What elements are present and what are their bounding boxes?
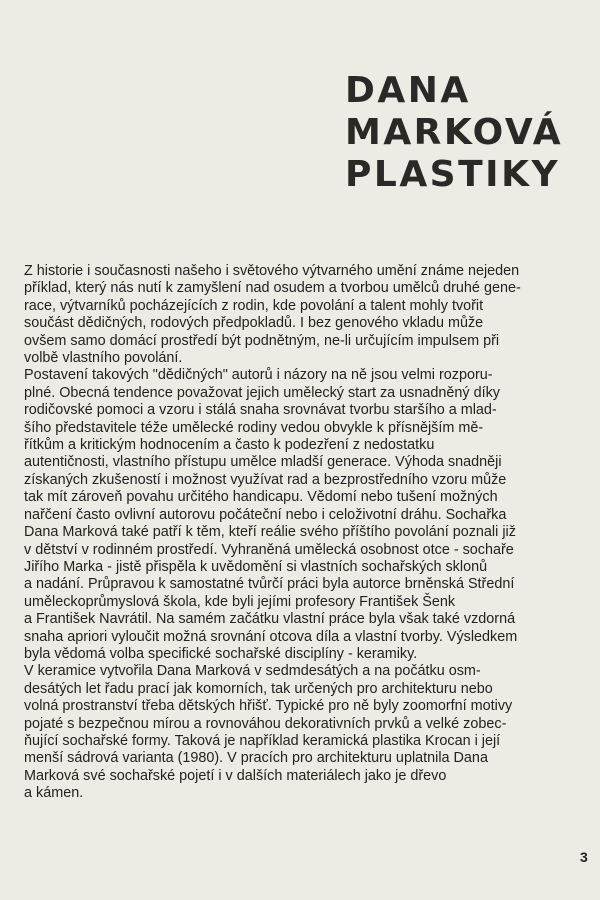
title-line-subject: PLASTIKY bbox=[345, 154, 561, 195]
page-title bbox=[345, 70, 585, 196]
body-text-line: řítkům a kritickým hodnocením a často k podezření z nedostatku bbox=[24, 437, 435, 454]
body-text-line: desátých let řadu prací jak komorních, tak určených pro architekturu nebo bbox=[24, 680, 493, 697]
body-text-line: autentičnosti, vlastního přístupu umělce mladší generace. Výhoda snadněji bbox=[24, 454, 502, 471]
body-text-line: a kámen. bbox=[24, 785, 84, 802]
title-line-author-last-name: MARKOVÁ bbox=[345, 112, 564, 153]
body-text-line: uměleckoprůmyslová škola, kde byli jejími profesory František Šenk bbox=[24, 593, 456, 610]
title-line-author-first-name: DANA bbox=[345, 70, 471, 111]
body-text-line: rodičovské pomoci a vzoru i stálá snaha srovnávat tvorbu staršího a mlad- bbox=[24, 402, 497, 419]
body-text-line: ňující sochařské formy. Taková je například keramická plastika Krocan i její bbox=[24, 732, 501, 749]
body-text-line: menší sádrová varianta (1980). V pracích pro architekturu uplatnila Dana bbox=[24, 750, 488, 767]
body-text-line: Marková své sochařské pojetí i v dalších materiálech jako je dřevo bbox=[24, 767, 447, 784]
body-text-line: plné. Obecná tendence považovat jejich umělecký start za usnadněný díky bbox=[24, 384, 500, 401]
body-text-line: v dětství v rodinném prostředí. Vyhraněná umělecká osobnost otce - sochaře bbox=[24, 541, 514, 558]
body-text-line: race, výtvarníků pocházejících z rodin, kde povolání a talent mohly tvořit bbox=[24, 297, 484, 314]
body-text bbox=[24, 263, 580, 803]
body-text-line: nařčení často ovlivní autorovu počáteční nebo i celoživotní dráhu. Sochařka bbox=[24, 506, 507, 523]
body-text-line: příklad, který nás nutí k zamyšlení nad osudem a tvorbou umělců druhé gene- bbox=[24, 280, 521, 297]
body-text-line: Jiřího Marka - jistě přispěla k uvědomění si vlastních sochařských sklonů bbox=[24, 558, 488, 575]
body-text-line: ovšem samo domácí prostředí být podnětným, ne-li určujícím impulsem při bbox=[24, 332, 500, 349]
body-text-line: Dana Marková také patří k těm, kteří reálie svého příštího povolání poznali již bbox=[24, 524, 516, 541]
body-text-line: tak mít zároveň povahu určitého handicapu. Vědomí nebo tušení možných bbox=[24, 489, 498, 506]
body-text-line: a František Navrátil. Na samém začátku vlastní práce byla však také vzdorná bbox=[24, 611, 516, 628]
body-text-line: Z historie i současnosti našeho i světového výtvarného umění známe nejeden bbox=[24, 263, 520, 279]
body-text-line: Postavení takových "dědičných" autorů i názory na ně jsou velmi rozporu- bbox=[24, 367, 493, 384]
body-text-line: získaných zkušeností i možnost využívat rad a bezprostředního vzoru může bbox=[24, 471, 507, 488]
body-text-line: a nadání. Průpravou k samostatné tvůrčí práci byla autorce brněnská Střední bbox=[24, 576, 515, 593]
body-text-line: V keramice vytvořila Dana Marková v sedmdesátých a na počátku osm- bbox=[24, 663, 481, 680]
body-text-line: součást dědičných, rodových předpokladů. I bez genového vkladu může bbox=[24, 315, 484, 332]
page-number: 3 bbox=[580, 849, 588, 865]
body-text-line: byla vědomá volba specifické sochařské disciplíny - keramiky. bbox=[24, 645, 418, 662]
body-text-line: volná prostranství třeba dětských hřišť. Typické pro ně byly zoomorfní motivy bbox=[24, 698, 513, 715]
body-text-line: volbě vlastního povolání. bbox=[24, 350, 183, 367]
body-text-line: šího představitele téže umělecké rodiny vedou obvykle k přísnějším mě- bbox=[24, 419, 484, 436]
body-text-line: snaha apriori vyloučit možná srovnání otcova díla a vlastní tvorby. Výsledkem bbox=[24, 628, 518, 645]
body-text-line: pojaté s bezpečnou mírou a rovnováhou dekorativních prvků a velké zobec- bbox=[24, 715, 507, 732]
